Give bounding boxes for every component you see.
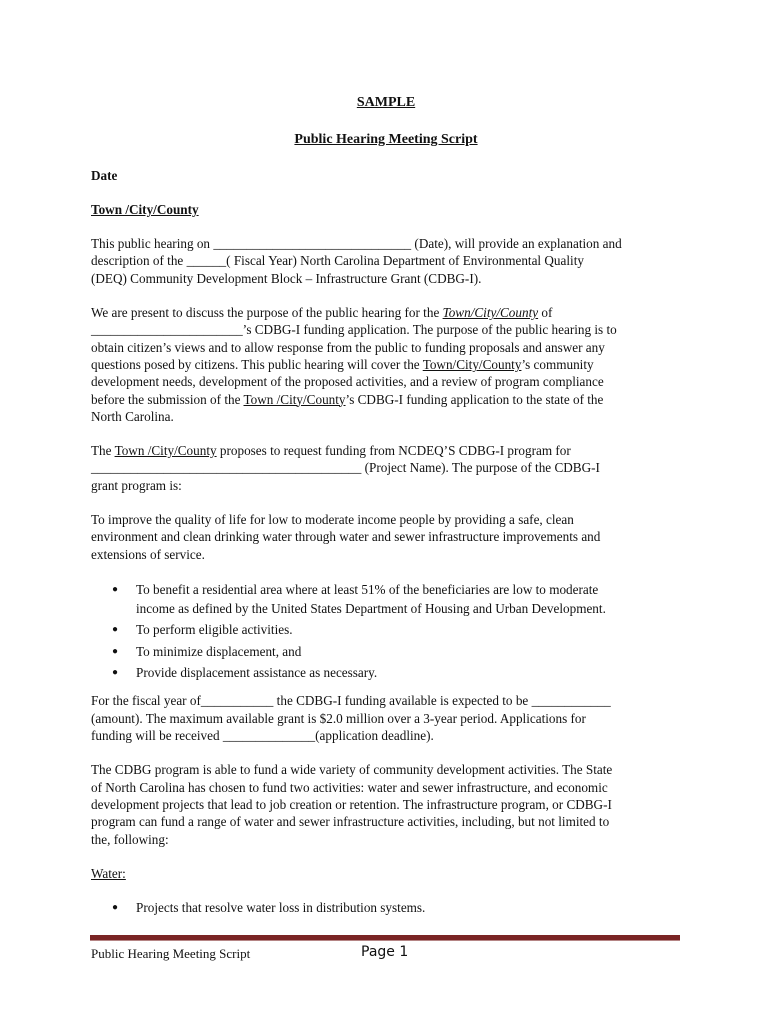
text-line: To benefit a residential area where at least 51% of the beneficiaries are low to moderate bbox=[136, 581, 599, 597]
text-line: The CDBG program is able to fund a wide variety of community development activities. The State bbox=[91, 762, 613, 778]
text-line: _______________________’s CDBG-I funding application. The purpose of the public hearing is to bbox=[91, 322, 617, 338]
text-line: (amount). The maximum available grant is $2.0 million over a 3-year period. Applications for bbox=[91, 710, 586, 726]
text-segment: of bbox=[538, 305, 553, 321]
text-line: North Carolina. bbox=[91, 408, 174, 424]
text-line: of North Carolina has chosen to fund two activities: water and sewer infrastructure, and economic bbox=[91, 779, 608, 795]
town-city-county-placeholder: Town /City/County bbox=[243, 391, 346, 407]
text-line: obtain citizen’s views and to allow response from the public to funding proposals and answer any bbox=[91, 339, 605, 355]
list-item bbox=[91, 642, 681, 661]
list-item bbox=[91, 620, 681, 639]
text-line: development projects that lead to job creation or retention. The infrastructure program, or CDBG-I bbox=[91, 796, 612, 812]
fiscal-year-paragraph bbox=[91, 692, 681, 744]
text-segment: questions posed by citizens. This public hearing will cover the bbox=[91, 356, 423, 372]
town-city-county-placeholder: Town /City/County bbox=[114, 443, 217, 459]
text-line: To minimize displacement, and bbox=[136, 643, 302, 659]
text-line: description of the ______( Fiscal Year) North Carolina Department of Environmental Quality bbox=[91, 253, 584, 269]
text-line: program can fund a range of water and sewer infrastructure activities, including, but not limited to bbox=[91, 814, 610, 830]
text-line: income as defined by the United States Department of Housing and Urban Development. bbox=[136, 600, 606, 616]
water-heading: Water: bbox=[91, 865, 126, 881]
intro-paragraph bbox=[91, 235, 681, 287]
text-line: grant program is: bbox=[91, 477, 182, 493]
footer-title: Public Hearing Meeting Script bbox=[91, 946, 251, 961]
objectives-list bbox=[91, 580, 681, 683]
text-segment: proposes to request funding from NCDEQ’S CDBG-I program for bbox=[216, 443, 571, 459]
list-item bbox=[91, 898, 681, 917]
bullet-icon: ● bbox=[112, 645, 119, 657]
text-line: _________________________________________ (Project Name). The purpose of the CDBG-I bbox=[91, 460, 600, 476]
text-line: environment and clean drinking water through water and sewer infrastructure improvements and bbox=[91, 529, 601, 545]
text-line: (DEQ) Community Development Block – Infrastructure Grant (CDBG-I). bbox=[91, 270, 482, 286]
page-number: Page 1 bbox=[361, 944, 409, 960]
list-item bbox=[91, 663, 681, 682]
town-city-county-placeholder: Town/City/County bbox=[422, 356, 522, 372]
text-line: Projects that resolve water loss in distribution systems. bbox=[136, 900, 426, 916]
text-segment: ’s CDBG-I funding application to the state of the bbox=[345, 391, 604, 407]
text-line: Provide displacement assistance as necessary. bbox=[136, 665, 378, 681]
text-line: To improve the quality of life for low to moderate income people by providing a safe, clean bbox=[91, 512, 574, 528]
footer-divider bbox=[90, 935, 680, 941]
town-city-county-placeholder: Town/City/County bbox=[442, 305, 539, 321]
bullet-icon: ● bbox=[112, 583, 119, 595]
bullet-icon: ● bbox=[112, 624, 119, 636]
text-line: development needs, development of the proposed activities, and a review of program compliance bbox=[91, 374, 604, 390]
text-segment: We are present to discuss the purpose of the public hearing for the bbox=[91, 305, 443, 321]
text-line: To perform eligible activities. bbox=[136, 622, 293, 638]
text-segment: ’s community bbox=[521, 356, 594, 372]
program-goal-paragraph bbox=[91, 511, 681, 563]
list-item bbox=[91, 580, 681, 618]
doc-subtitle: Public Hearing Meeting Script bbox=[294, 132, 478, 148]
date-label: Date bbox=[91, 167, 118, 183]
text-line: funding will be received ______________(application deadline). bbox=[91, 728, 434, 744]
bullet-icon: ● bbox=[112, 667, 119, 679]
text-segment: The bbox=[91, 443, 115, 459]
text-line: extensions of service. bbox=[91, 546, 205, 562]
purpose-paragraph bbox=[91, 304, 681, 425]
text-segment: before the submission of the bbox=[91, 391, 244, 407]
text-line: For the fiscal year of___________ the CDBG-I funding available is expected to be ____________ bbox=[91, 693, 611, 709]
water-list bbox=[91, 898, 681, 917]
text-line: This public hearing on ______________________________ (Date), will provide an explanation and bbox=[91, 236, 622, 252]
cdbg-program-paragraph bbox=[91, 761, 681, 847]
text-line: the, following: bbox=[91, 831, 169, 847]
document-body bbox=[91, 94, 681, 927]
town-label: Town /City/County bbox=[91, 201, 199, 217]
doc-title: SAMPLE bbox=[356, 95, 416, 110]
funding-request-paragraph bbox=[91, 442, 681, 494]
bullet-icon: ● bbox=[112, 902, 119, 914]
